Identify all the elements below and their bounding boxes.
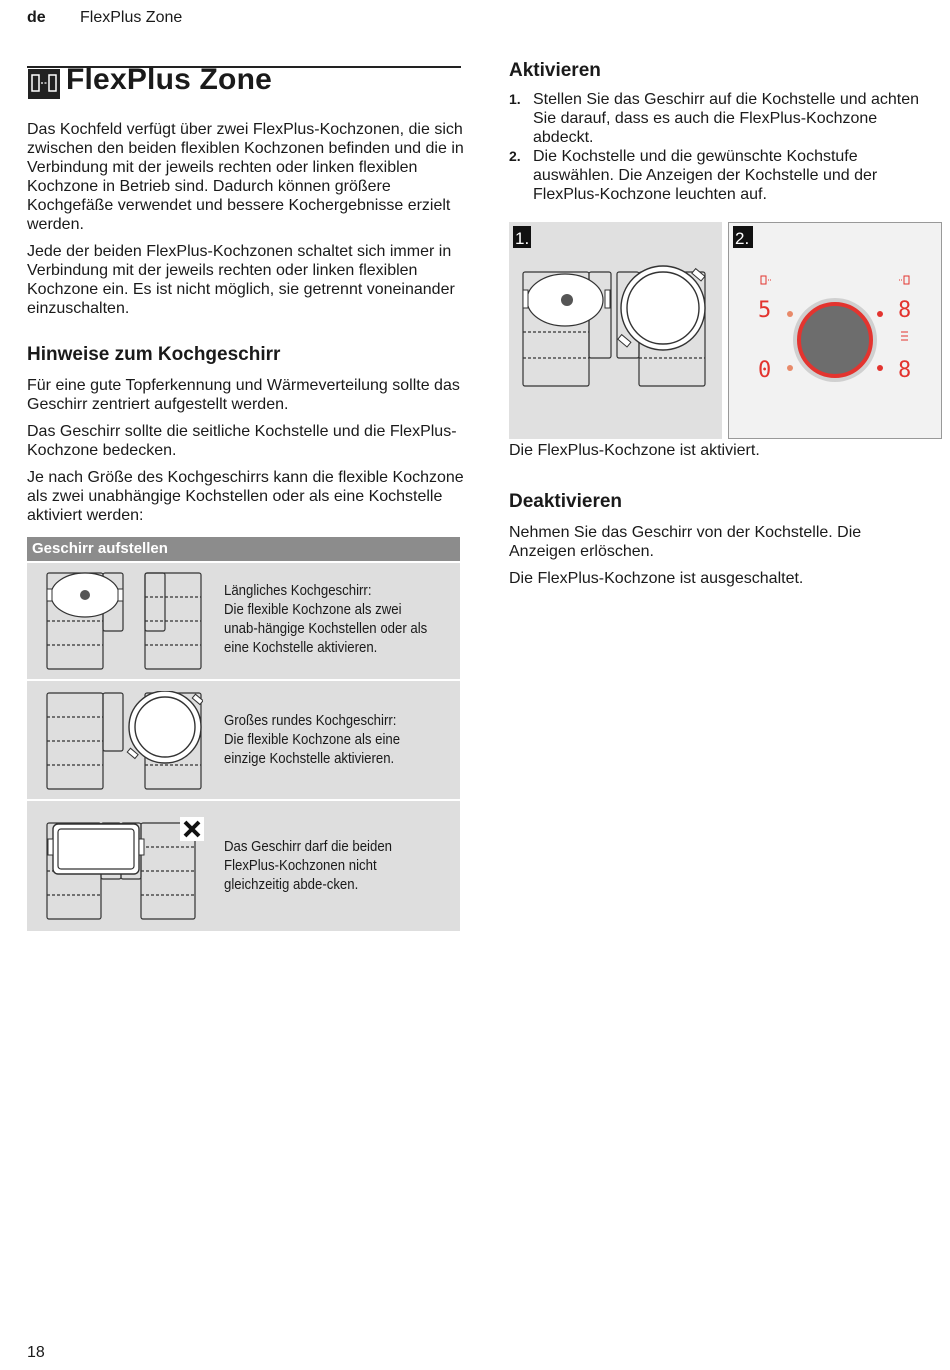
- header-section: FlexPlus Zone: [80, 9, 183, 26]
- caption-text: Längliches Kochgeschirr: Die flexible Kochzone als zwei unab-hängige Kochstellen oder als eine Kochstelle aktivieren.: [224, 582, 428, 656]
- display-digit: 0: [758, 358, 772, 383]
- step-text: Stellen Sie das Geschirr auf die Kochstelle und achten Sie darauf, dass es auch die FlexPlus-Kochzone abdeckt.: [533, 91, 920, 146]
- step2-figure: [728, 222, 942, 439]
- header-language: de: [27, 9, 46, 26]
- deaktivieren-section: [509, 523, 929, 596]
- row-caption: [224, 581, 432, 657]
- steps-list: [509, 90, 929, 204]
- hinweise-heading: Hinweise zum Kochgeschirr: [27, 344, 281, 365]
- table-row: [27, 799, 460, 931]
- cross-icon: [180, 817, 204, 841]
- table-row: [27, 679, 460, 799]
- display-digit: 8: [898, 358, 912, 383]
- caption-text: Das Geschirr darf die beiden FlexPlus-Kochzonen nicht gleichzeitig abde-cken.: [224, 838, 393, 893]
- aktivieren-section: [509, 60, 929, 204]
- intro-paragraph: Das Kochfeld verfügt über zwei FlexPlus-Kochzonen, die sich zwischen den beiden flexiblen Kochzonen befinden und die in Verbindung mit der jeweils rechten oder linken flexiblen Kochzone in Betrieb sind. Dadurch können größere Kochgefäße verwendet und bessere Kochergebnisse erzielt werden.: [27, 121, 464, 233]
- page-title: FlexPlus Zone: [66, 63, 272, 96]
- row-caption: [224, 837, 432, 894]
- flexplus-zone-icon: [28, 69, 60, 99]
- figure-caption: Die FlexPlus-Kochzone ist aktiviert.: [509, 442, 760, 459]
- hinweise-paragraph: Je nach Größe des Kochgeschirrs kann die flexible Kochzone als zwei unabhängige Kochstellen oder als eine Kochstelle aktiviert werden:: [27, 469, 464, 524]
- deaktivieren-paragraph: Die FlexPlus-Kochzone ist ausgeschaltet.: [509, 570, 804, 587]
- step-number: 2.: [509, 148, 521, 164]
- page-number: 18: [27, 1344, 45, 1361]
- fig-label: 2.: [735, 229, 750, 248]
- table-header: Geschirr aufstellen: [27, 537, 460, 561]
- deaktivieren-paragraph: Nehmen Sie das Geschirr von der Kochstelle. Die Anzeigen erlöschen.: [509, 524, 862, 560]
- fig-label: 1.: [515, 229, 530, 248]
- list-item: [509, 147, 929, 204]
- round-pot-diagram: [43, 691, 203, 791]
- oblong-pot-diagram: [43, 571, 203, 671]
- deaktivieren-heading: Deaktivieren: [509, 491, 623, 512]
- step1-figure: [509, 222, 722, 439]
- cookware-table: [27, 537, 460, 931]
- intro-paragraph: Jede der beiden FlexPlus-Kochzonen schaltet sich immer in Verbindung mit der jeweils rechten oder linken flexiblen Kochzone ein. Es ist nicht möglich, sie getrennt voneinander einzuschalten.: [27, 243, 455, 317]
- hinweise-section: [27, 376, 467, 533]
- display-digit: 8: [898, 298, 912, 323]
- table-row: [27, 561, 460, 679]
- list-item: [509, 90, 929, 147]
- intro-section: [27, 120, 467, 326]
- caption-text: Großes rundes Kochgeschirr: Die flexible Kochzone als eine einzige Kochstelle aktivieren.: [224, 712, 401, 767]
- hinweise-paragraph: Das Geschirr sollte die seitliche Kochstelle und die FlexPlus-Kochzone bedecken.: [27, 423, 457, 459]
- row-caption: [224, 711, 432, 768]
- hinweise-paragraph: Für eine gute Topferkennung und Wärmeverteilung sollte das Geschirr zentriert aufgestellt werden.: [27, 377, 460, 413]
- display-digit: 5: [758, 298, 772, 323]
- step-number: 1.: [509, 91, 521, 107]
- step-text: Die Kochstelle und die gewünschte Kochstufe auswählen. Die Anzeigen der Kochstelle und der FlexPlus-Kochzone leuchten auf.: [533, 148, 878, 203]
- aktivieren-heading: Aktivieren: [509, 60, 601, 81]
